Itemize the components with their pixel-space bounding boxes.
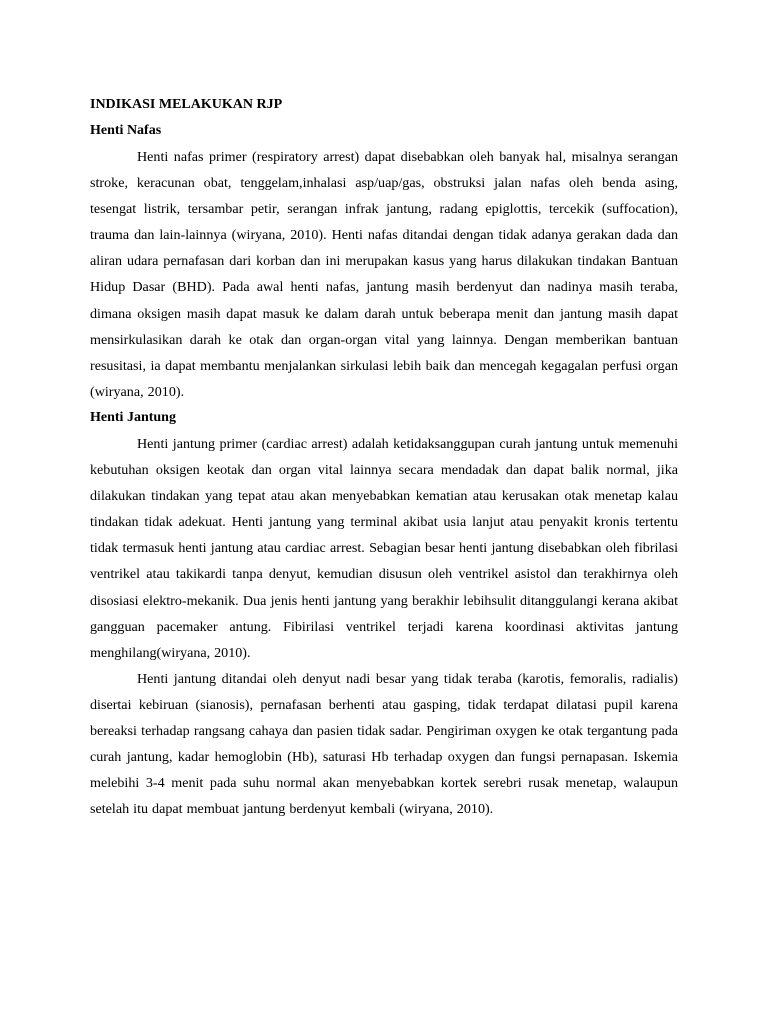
document-page: [90, 92, 678, 822]
section-heading-henti-nafas: Henti Nafas: [90, 123, 162, 138]
paragraph-henti-nafas: Henti nafas primer (respiratory arrest) dapat disebabkan oleh banyak hal, misalnya serangan stroke, keracunan obat, tenggelam,inhalasi asp/uap/gas, obstruksi jalan nafas oleh benda asing, tesengat listrik, tersambar petir, serangan infrak jantung, radang epiglottis, tercekik (suffocation), trauma dan lain-lainnya (wiryana, 2010). Henti nafas ditandai dengan tidak adanya gerakan dada dan aliran udara pernafasan dari korban dan ini merupakan kasus yang harus dilakukan tindakan Bantuan Hidup Dasar (BHD). Pada awal henti nafas, jantung masih berdenyut dan nadinya masih teraba, dimana oksigen masih dapat masuk ke dalam darah untuk beberapa menit dan jantung masih dapat mensirkulasikan darah ke otak dan organ-organ vital yang lainnya. Dengan memberikan bantuan resusitasi, ia dapat membantu menjalankan sirkulasi lebih baik dan mencegah kegagalan perfusi organ (wiryana, 2010).: [90, 149, 678, 400]
paragraph-henti-jantung-2: Henti jantung ditandai oleh denyut nadi besar yang tidak teraba (karotis, femoralis, radialis) disertai kebiruan (sianosis), pernafasan berhenti atau gasping, tidak terdapat dilatasi pupil karena bereaksi terhadap rangsang cahaya dan pasien tidak sadar. Pengiriman oxygen ke otak tergantung pada curah jantung, kadar hemoglobin (Hb), saturasi Hb terhadap oxygen dan fungsi pernapasan. Iskemia melebihi 3-4 menit pada suhu normal akan menyebabkan kortek serebri rusak menetap, walaupun setelah itu dapat membuat jantung berdenyut kembali (wiryana, 2010).: [90, 670, 678, 818]
document-title: INDIKASI MELAKUKAN RJP: [90, 97, 283, 112]
section-heading-henti-jantung: Henti Jantung: [90, 409, 176, 425]
paragraph-henti-jantung-1: Henti jantung primer (cardiac arrest) adalah ketidaksanggupan curah jantung untuk memenuhi kebutuhan oksigen keotak dan organ vital lainnya secara mendadak dan dapat balik normal, jika dilakukan tindakan yang tepat atau akan menyebabkan kematian atau kerusakan otak menetap kalau tindakan tidak adekuat. Henti jantung yang terminal akibat usia lanjut atau penyakit kronis tertentu tidak termasuk henti jantung atau cardiac arrest. Sebagian besar henti jantung disebabkan oleh fibrilasi ventrikel atau takikardi tanpa denyut, kemudian disusun oleh ventrikel asistol dan terakhirnya oleh disosiasi elektro-mekanik. Dua jenis henti jantung yang berakhir lebihsulit ditanggulangi kerana akibat gangguan pacemaker antung. Fibirilasi ventrikel terjadi karena koordinasi aktivitas jantung menghilang(wiryana, 2010).: [90, 435, 678, 661]
